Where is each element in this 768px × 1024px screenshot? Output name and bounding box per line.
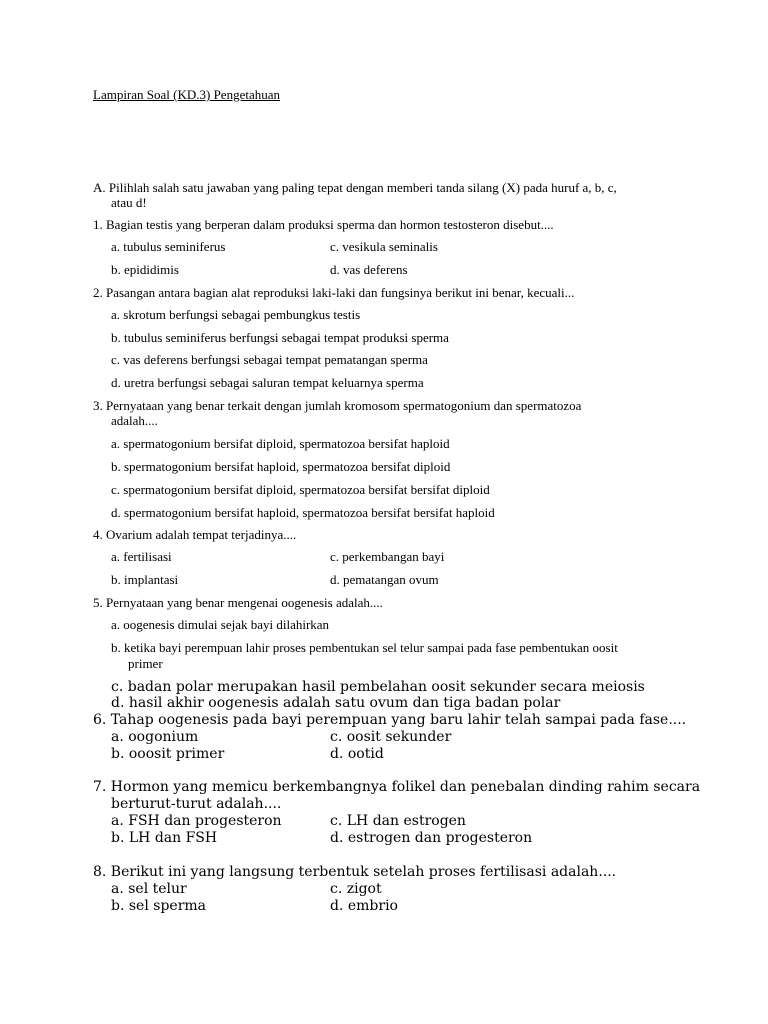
question-1-option-a: a. tubulus seminiferus bbox=[111, 239, 226, 254]
question-stem-3: 3. Pernyataan yang benar terkait dengan jumlah kromosom spermatogonium dan spermatozoa bbox=[93, 398, 582, 413]
question-stem-6: 6. Tahap oogenesis pada bayi perempuan yang baru lahir telah sampai pada fase.... bbox=[93, 712, 687, 728]
question-8-option-c: c. zigot bbox=[330, 881, 382, 897]
question-8-option-b: b. sel sperma bbox=[111, 898, 207, 914]
question-7-option-b: b. LH dan FSH bbox=[111, 830, 218, 846]
question-1-option-c: c. vesikula seminalis bbox=[330, 239, 438, 254]
question-5-option-c: c. badan polar merupakan hasil pembelahan oosit sekunder secara meiosis bbox=[111, 679, 645, 695]
question-3-option-d: d. spermatogonium bersifat haploid, spermatozoa bersifat bersifat haploid bbox=[111, 505, 495, 520]
question-8-option-a: a. sel telur bbox=[111, 881, 187, 897]
question-7-option-d: d. estrogen dan progesteron bbox=[330, 830, 533, 846]
question-4-option-d: d. pematangan ovum bbox=[330, 572, 439, 587]
question-stem-1: 1. Bagian testis yang berperan dalam produksi sperma dan hormon testosteron disebut.... bbox=[93, 217, 554, 232]
question-6-option-d: d. ootid bbox=[330, 746, 384, 762]
question-7-option-c: c. LH dan estrogen bbox=[330, 813, 466, 829]
question-stem-4: 4. Ovarium adalah tempat terjadinya.... bbox=[93, 527, 297, 542]
question-2-option-d: d. uretra berfungsi sebagai saluran tempat keluarnya sperma bbox=[111, 375, 424, 390]
question-4-option-c: c. perkembangan bayi bbox=[330, 549, 445, 564]
question-5-option-b: b. ketika bayi perempuan lahir proses pembentukan sel telur sampai pada fase pembentukan oosit bbox=[111, 640, 618, 655]
question-6-option-a: a. oogonium bbox=[111, 729, 199, 745]
question-4-option-a: a. fertilisasi bbox=[111, 549, 172, 564]
question-6-option-c: c. oosit sekunder bbox=[330, 729, 452, 745]
instruction-line-1: A. Pilihlah salah satu jawaban yang paling tepat dengan memberi tanda silang (X) pada huruf a, b, c, bbox=[93, 180, 617, 195]
question-2-option-b: b. tubulus seminiferus berfungsi sebagai tempat produksi sperma bbox=[111, 330, 449, 345]
question-stem-7-cont: berturut-turut adalah.... bbox=[111, 796, 282, 812]
question-2-option-a: a. skrotum berfungsi sebagai pembungkus testis bbox=[111, 307, 361, 322]
question-5-option-d: d. hasil akhir oogenesis adalah satu ovum dan tiga badan polar bbox=[111, 695, 561, 711]
question-stem-3-cont: adalah.... bbox=[111, 413, 158, 428]
question-3-option-c: c. spermatogonium bersifat diploid, spermatozoa bersifat bersifat diploid bbox=[111, 482, 490, 497]
question-stem-7: 7. Hormon yang memicu berkembangnya folikel dan penebalan dinding rahim secara bbox=[93, 779, 701, 795]
question-7-option-a: a. FSH dan progesteron bbox=[111, 813, 282, 829]
question-6-option-b: b. ooosit primer bbox=[111, 746, 225, 762]
question-8-option-d: d. embrio bbox=[330, 898, 398, 914]
question-3-option-a: a. spermatogonium bersifat diploid, spermatozoa bersifat haploid bbox=[111, 436, 450, 451]
question-5-option-a: a. oogenesis dimulai sejak bayi dilahirkan bbox=[111, 617, 330, 632]
question-stem-5: 5. Pernyataan yang benar mengenai oogenesis adalah.... bbox=[93, 595, 383, 610]
question-2-option-c: c. vas deferens berfungsi sebagai tempat pematangan sperma bbox=[111, 352, 428, 367]
question-4-option-b: b. implantasi bbox=[111, 572, 179, 587]
question-1-option-b: b. epididimis bbox=[111, 262, 179, 277]
page-title: Lampiran Soal (KD.3) Pengetahuan bbox=[93, 87, 281, 102]
question-1-option-d: d. vas deferens bbox=[330, 262, 408, 277]
instruction-line-2: atau d! bbox=[111, 195, 147, 210]
question-stem-8: 8. Berikut ini yang langsung terbentuk setelah proses fertilisasi adalah.... bbox=[93, 864, 617, 880]
question-stem-2: 2. Pasangan antara bagian alat reproduksi laki-laki dan fungsinya berikut ini benar, kecuali... bbox=[93, 285, 575, 300]
question-5-option-b-cont: primer bbox=[128, 656, 163, 671]
question-3-option-b: b. spermatogonium bersifat haploid, spermatozoa bersifat diploid bbox=[111, 459, 451, 474]
